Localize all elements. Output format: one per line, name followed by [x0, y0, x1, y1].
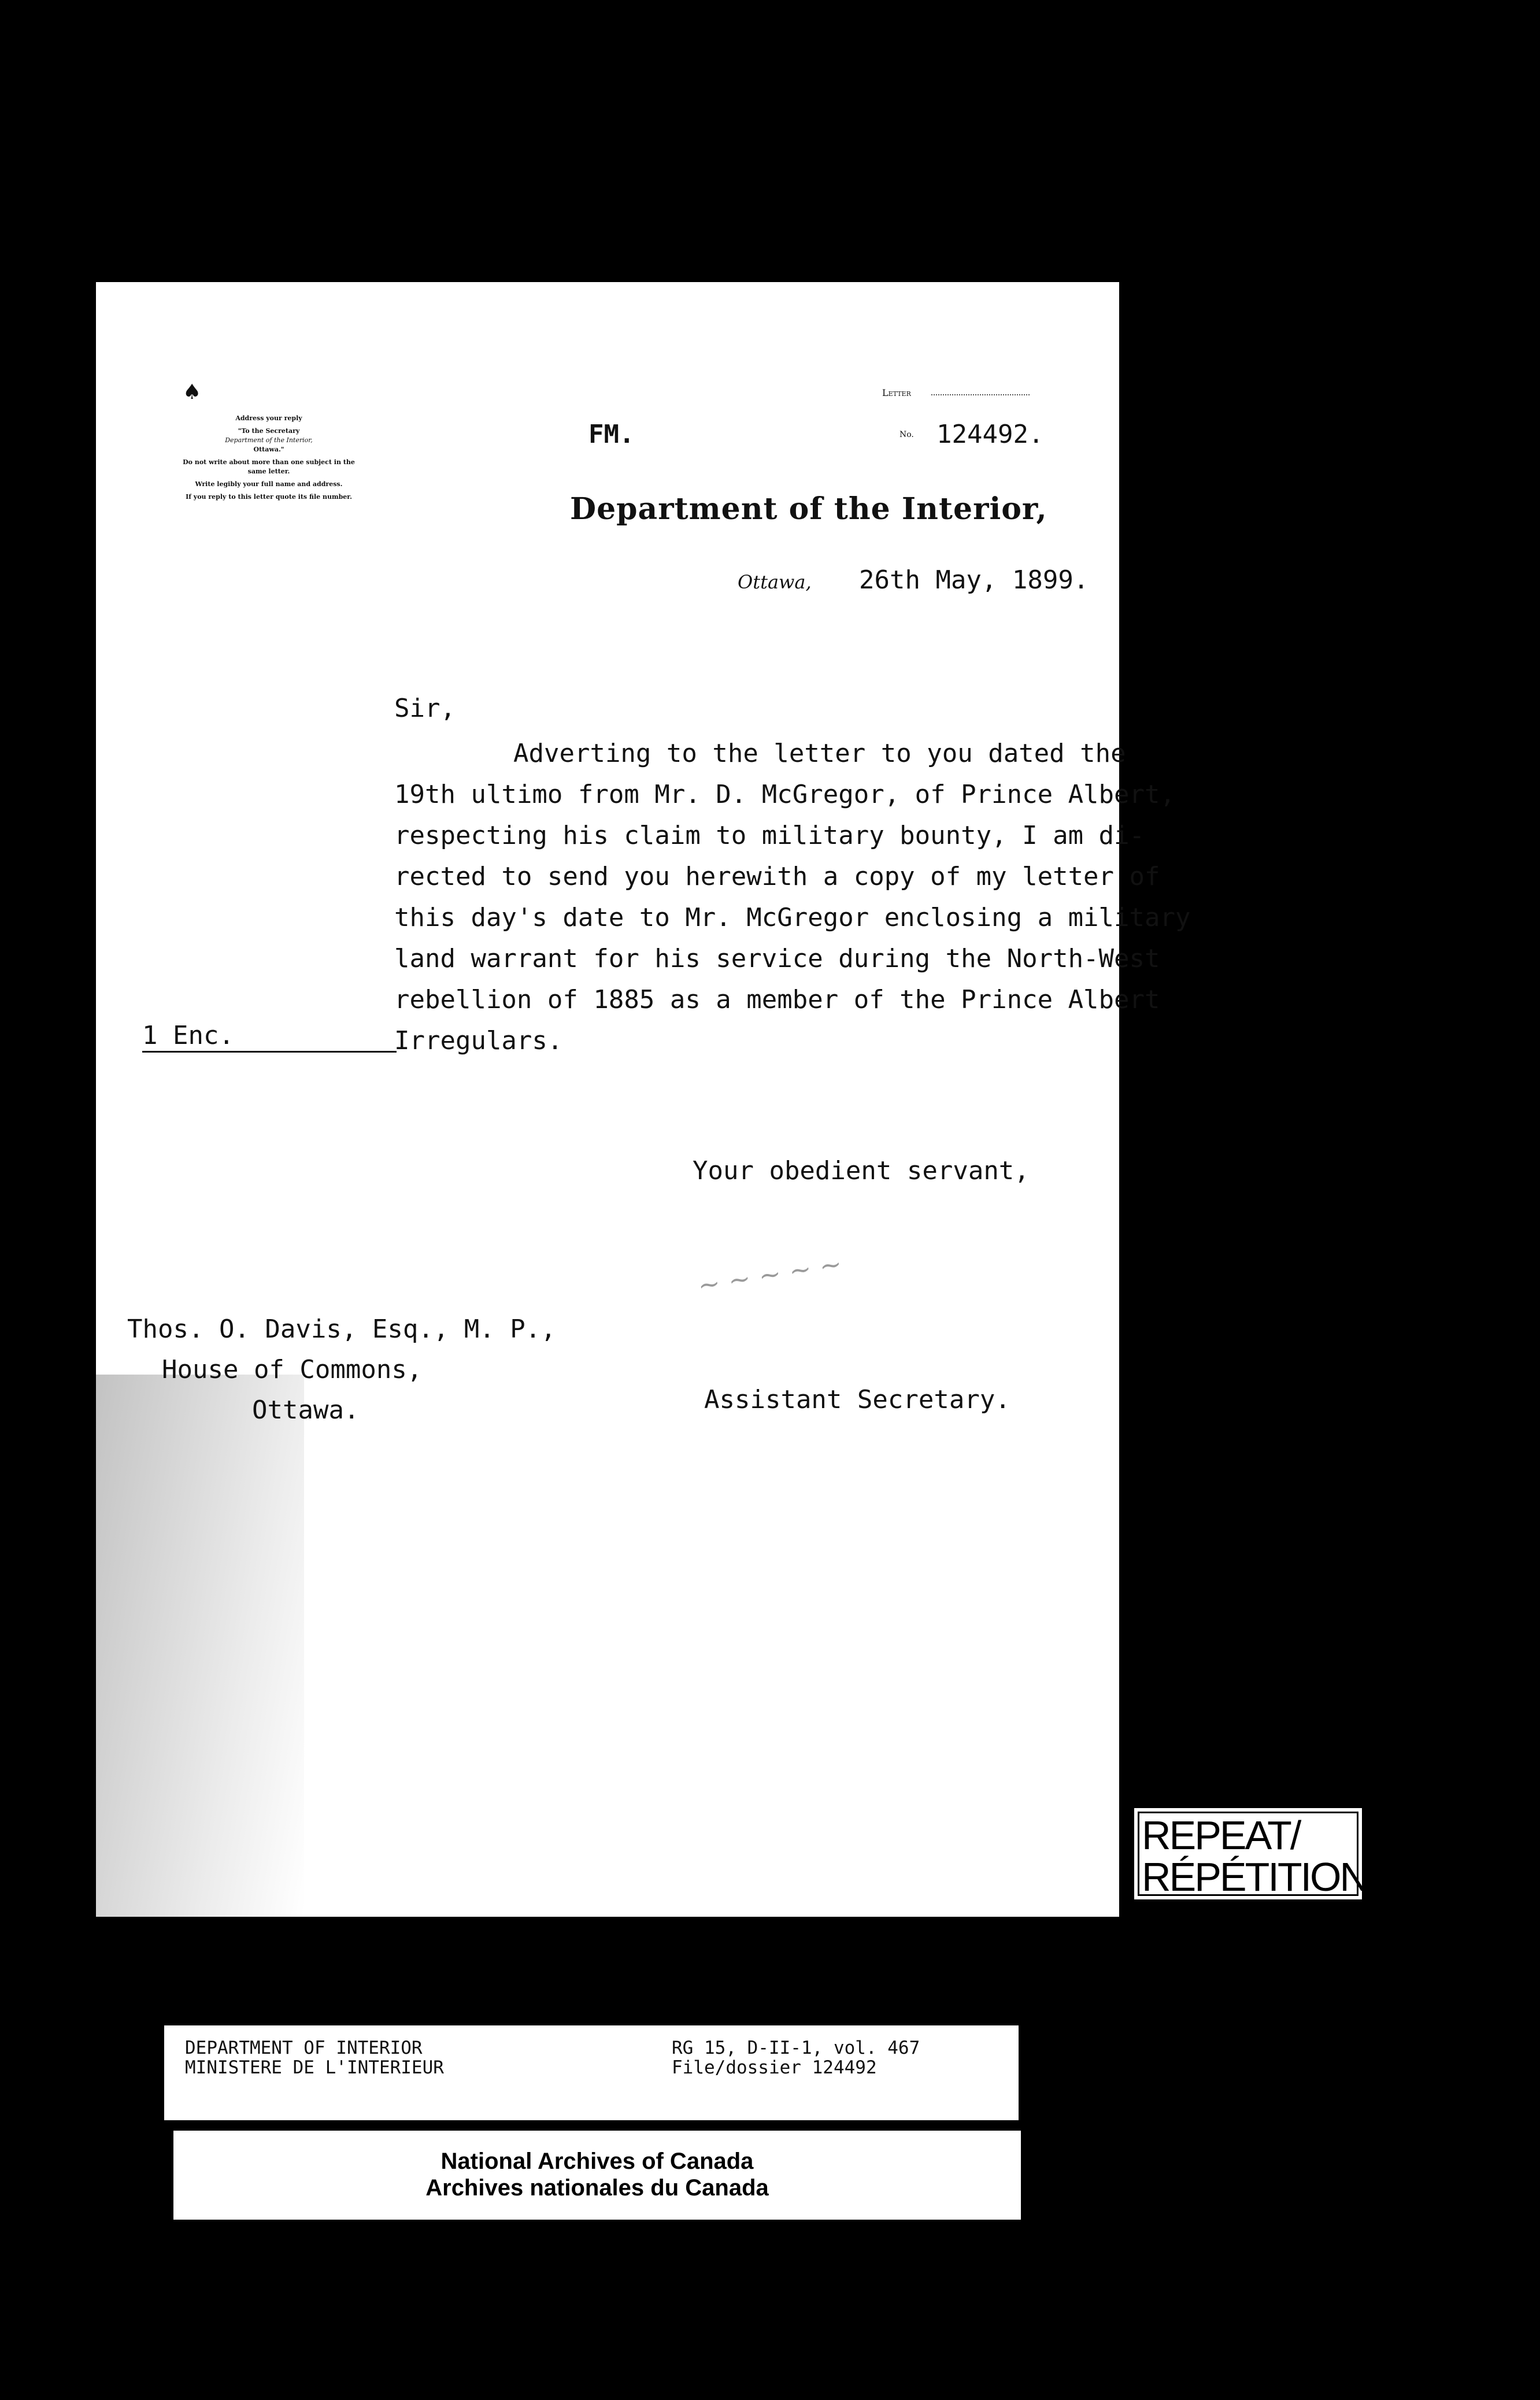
body-line: 19th ultimo from Mr. D. McGregor, of Prince Albert,: [394, 780, 1176, 809]
number-label: No.: [899, 430, 914, 439]
letter-body: [394, 733, 1191, 1061]
addressee-name: Thos. O. Davis, Esq., M. P.,: [127, 1314, 556, 1344]
body-line: this day's date to Mr. McGregor enclosing a military: [394, 903, 1191, 932]
enclosure-underline: [142, 1051, 397, 1053]
archive-reference-strip: [164, 2025, 1019, 2120]
closing: Your obedient servant,: [693, 1156, 1030, 1186]
reply-instruction-line: "To the Secretary: [238, 427, 300, 435]
addressee-city: Ottawa.: [252, 1395, 360, 1425]
file-number: 124492.: [936, 420, 1044, 449]
body-line: rected to send you herewith a copy of my letter of: [394, 862, 1160, 891]
archive-department-en: DEPARTMENT OF INTERIOR: [185, 2038, 423, 2058]
letter-label: Letter: [882, 387, 911, 398]
body-line: rebellion of 1885 as a member of the Prince Albert: [394, 985, 1160, 1014]
archive-file: File/dossier 124492: [672, 2057, 877, 2078]
page-shadow: [96, 1375, 304, 1917]
reply-instruction-line: Do not write about more than one subject in the same letter.: [183, 458, 355, 475]
reply-instruction-line: Address your reply: [235, 414, 302, 422]
signatory-title: Assistant Secretary.: [704, 1385, 1010, 1414]
body-line: land warrant for his service during the North-West: [394, 944, 1160, 973]
archive-department-fr: MINISTERE DE L'INTERIEUR: [185, 2057, 444, 2078]
clerk-initials: FM.: [588, 420, 635, 449]
stamp-line: RÉPÉTITION: [1142, 1854, 1368, 1899]
archive-name-fr: Archives nationales du Canada: [425, 2175, 769, 2201]
body-line: Adverting to the letter to you dated the: [513, 739, 1126, 768]
archive-department: [185, 2038, 444, 2077]
addressee-line: House of Commons,: [162, 1355, 423, 1384]
reply-instruction-line: Write legibly your full name and address.: [195, 480, 343, 488]
signature-mark: ~ ~ ~ ~ ~: [695, 1247, 844, 1302]
archive-name-en: National Archives of Canada: [440, 2149, 754, 2174]
archive-reference: [672, 2038, 920, 2077]
body-line: Irregulars.: [394, 1026, 563, 1055]
reply-instruction-line: If you reply to this letter quote its file number.: [186, 493, 352, 501]
letter-date: 26th May, 1899.: [859, 565, 1089, 595]
reply-instruction-line: Department of the Interior,: [225, 436, 313, 444]
repeat-stamp: [1134, 1808, 1368, 1899]
body-line: respecting his claim to military bounty, I am di-: [394, 821, 1145, 850]
reply-instruction-line: Ottawa.": [253, 446, 284, 453]
stamp-line: REPEAT/: [1142, 1813, 1300, 1858]
place: Ottawa,: [738, 571, 812, 593]
letter-page: [96, 282, 1191, 1917]
department-heading: Department of the Interior,: [570, 491, 1047, 527]
archive-name-strip: [173, 2131, 1021, 2220]
salutation: Sir,: [394, 694, 456, 723]
reply-instructions: [173, 414, 364, 505]
archive-rg: RG 15, D-II-1, vol. 467: [672, 2038, 920, 2058]
spade-mark-icon: ♠: [183, 380, 202, 404]
letter-dotted-line: [931, 394, 1030, 395]
enclosure-note: 1 Enc.: [142, 1021, 234, 1050]
